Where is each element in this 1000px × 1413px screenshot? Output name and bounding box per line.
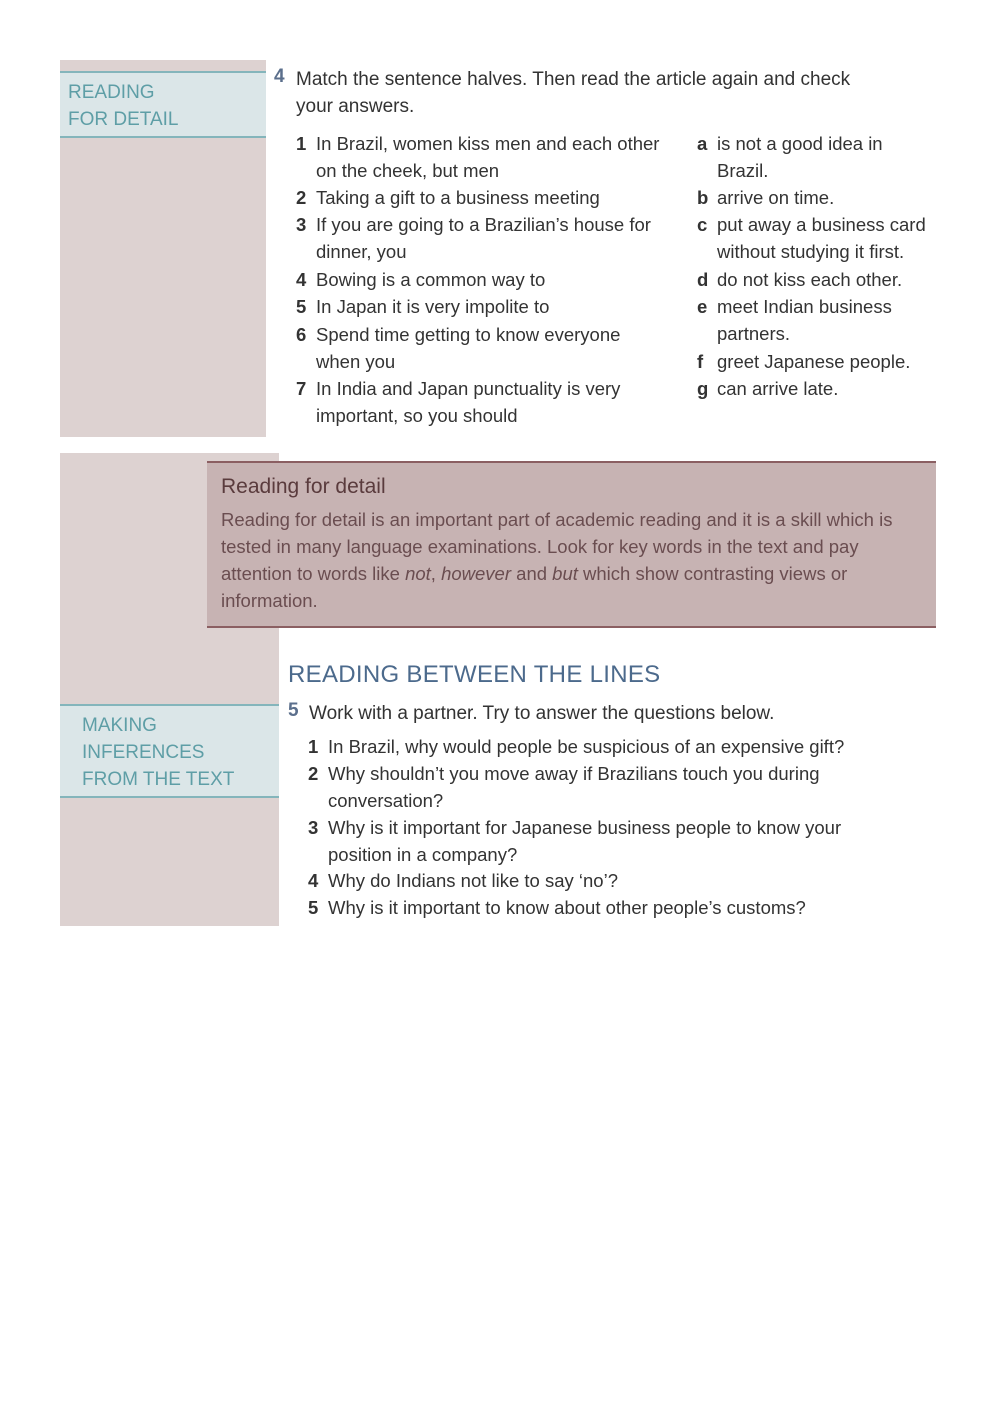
item-number: 4 [296, 269, 307, 290]
item-text: can arrive late. [717, 378, 839, 399]
right-item [697, 293, 947, 347]
item-text: Bowing is a common way to [316, 269, 546, 290]
task-5-number: 5 [288, 700, 299, 721]
right-item [697, 348, 947, 375]
item-text: important, so you should [316, 405, 518, 426]
left-item [296, 184, 686, 211]
question-item [308, 867, 928, 894]
item-number: 7 [296, 378, 307, 399]
instruction-line: your answers. [296, 96, 415, 117]
left-item [296, 130, 686, 184]
item-text: In India and Japan punctuality is very [316, 378, 621, 399]
item-number: 6 [296, 324, 307, 345]
item-text: arrive on time. [717, 187, 835, 208]
item-text: Taking a gift to a business meeting [316, 187, 600, 208]
question-text: Why shouldn’t you move away if Brazilians touch you during [328, 763, 820, 784]
task-5-instruction: Work with a partner. Try to answer the questions below. [309, 703, 775, 724]
item-text: put away a business card [717, 214, 926, 235]
item-letter: d [697, 269, 709, 290]
question-item [308, 733, 928, 760]
item-text: If you are going to a Brazilian’s house for [316, 214, 651, 235]
question-text: position in a company? [328, 844, 518, 865]
left-item [296, 293, 686, 320]
left-item [296, 211, 686, 265]
question-number: 4 [308, 870, 319, 891]
item-number: 3 [296, 214, 307, 235]
instruction-line: Match the sentence halves. Then read the article again and check [296, 69, 851, 90]
label-reading-for-detail [60, 71, 266, 138]
task-4-instruction [296, 66, 850, 120]
label-making-inferences [60, 704, 279, 798]
question-number: 1 [308, 736, 319, 757]
item-letter: e [697, 296, 708, 317]
label-line: FROM THE TEXT [82, 769, 235, 790]
item-number: 5 [296, 296, 307, 317]
left-item [296, 266, 686, 293]
right-item [697, 266, 947, 293]
item-letter: c [697, 214, 708, 235]
task-4-number: 4 [274, 66, 285, 87]
question-item [308, 894, 928, 921]
item-number: 1 [296, 133, 307, 154]
label-line: FOR DETAIL [68, 109, 179, 130]
tip-keyword: however [441, 563, 512, 584]
item-text: is not a good idea in [717, 133, 883, 154]
item-text: on the cheek, but men [316, 160, 500, 181]
question-text: Why do Indians not like to say ‘no’? [328, 870, 618, 891]
section-heading: READING BETWEEN THE LINES [288, 661, 661, 688]
question-item [308, 814, 928, 868]
item-letter: f [697, 351, 704, 372]
item-letter: b [697, 187, 709, 208]
question-item [308, 760, 928, 814]
item-text: partners. [717, 323, 791, 344]
question-text: conversation? [328, 790, 444, 811]
label-line: INFERENCES [82, 742, 205, 763]
item-text: when you [316, 351, 396, 372]
tip-body [221, 506, 922, 614]
tip-text: Reading for detail is an important part of academic reading and it is a skill which is tested in many language examinations. Look for key words in the text and pay attention to words like [221, 509, 893, 584]
tip-box [207, 461, 936, 628]
tip-title: Reading for detail [221, 475, 386, 498]
right-item [697, 184, 947, 211]
item-text: greet Japanese people. [717, 351, 911, 372]
tip-text: , [430, 563, 442, 584]
item-text: meet Indian business [717, 296, 892, 317]
label-line: MAKING [82, 715, 157, 736]
item-letter: g [697, 378, 709, 399]
item-text: In Brazil, women kiss men and each other [316, 133, 660, 154]
question-text: Why is it important for Japanese business people to know your [328, 817, 842, 838]
right-item [697, 130, 947, 184]
item-letter: a [697, 133, 708, 154]
right-item [697, 375, 947, 402]
question-text: Why is it important to know about other people’s customs? [328, 897, 806, 918]
item-text: In Japan it is very impolite to [316, 296, 550, 317]
tip-keyword: not [405, 563, 431, 584]
item-text: without studying it first. [717, 241, 905, 262]
item-text: dinner, you [316, 241, 407, 262]
question-number: 3 [308, 817, 319, 838]
right-item [697, 211, 947, 265]
item-text: Spend time getting to know everyone [316, 324, 621, 345]
tip-keyword: but [552, 563, 578, 584]
item-text: do not kiss each other. [717, 269, 903, 290]
question-text: In Brazil, why would people be suspicious of an expensive gift? [328, 736, 845, 757]
left-item [296, 375, 686, 429]
left-item [296, 321, 686, 375]
tip-text: which show contrasting views or information. [221, 563, 848, 611]
question-number: 5 [308, 897, 319, 918]
question-number: 2 [308, 763, 319, 784]
item-text: Brazil. [717, 160, 769, 181]
tip-text: and [511, 563, 553, 584]
item-number: 2 [296, 187, 307, 208]
label-line: READING [68, 82, 155, 103]
